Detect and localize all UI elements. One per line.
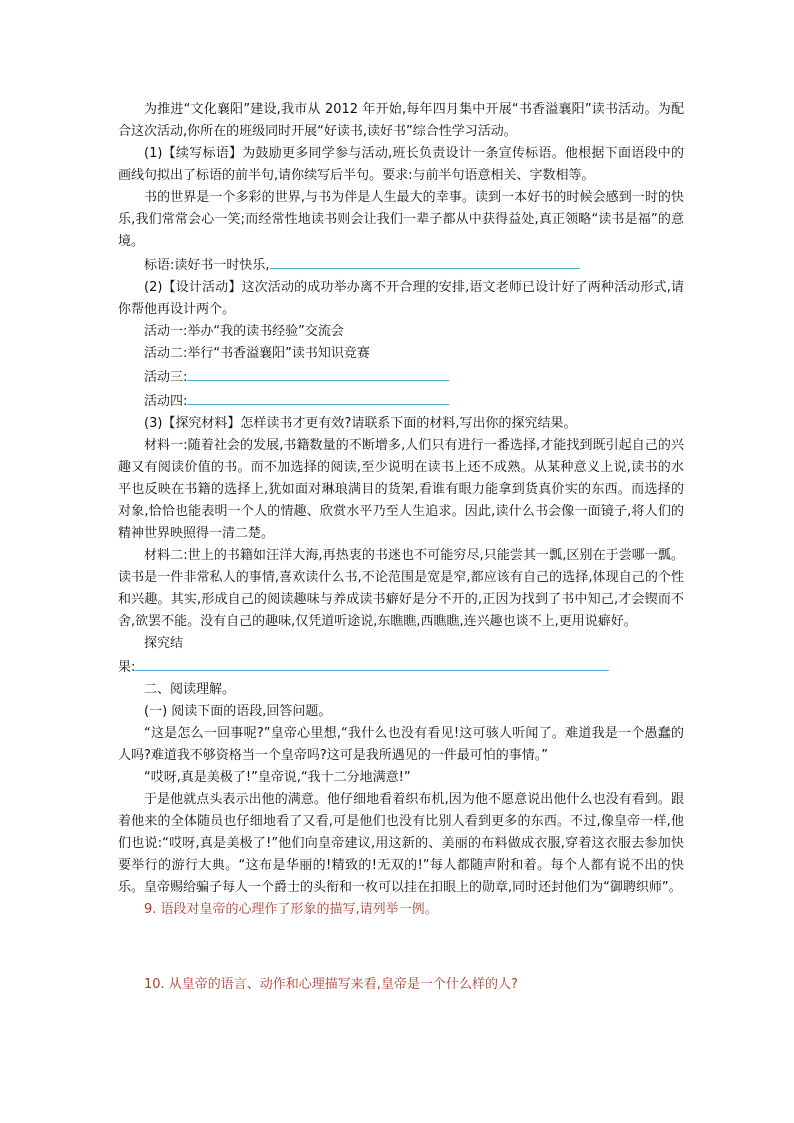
activity-4-blank[interactable] [187,389,449,405]
activity-3-line [118,365,684,389]
reading-para-3: 于是他就点头表示出他的满意。他仔细地看着织布机,因为他不愿意说出他什么也没有看到。跟着他来的全体随员也仔细地看了又看,可是他们也没有比别人看到更多的东西。不过,像皇帝一样,他们也说:“哎呀,真是美极了!”他们向皇帝建议,用这新的、美丽的布料做成衣服,穿着这衣服去参加快要举行的游行大典。“这布是华丽的!精致的!无双的!”每人都随声附和着。每个人都有说不出的快乐。皇帝赐给骗子每人一个爵士的头衔和一枚可以挂在扣眼上的勋章,同时还封他们为“御聘织师”。 [118,792,684,895]
result-label-line: 探究结 [144,636,184,651]
slogan-label: 标语:读好书一时快乐, [144,258,270,273]
section2-sub1: (一) 阅读下面的语段,回答问题。 [144,704,332,719]
slogan-answer-blank[interactable] [270,253,580,269]
q3-instruction: (3)【探究材料】怎样读书才更有效?请联系下面的材料,写出你的探究结果。 [144,416,577,431]
question-10: 10. 从皇帝的语言、动作和心理描写来看,皇帝是一个什么样的人? [144,977,518,992]
result-answer-line [118,655,684,679]
activity-4-line [118,389,684,413]
material-1: 材料一:随着社会的发展,书籍数量的不断增多,人们只有进行一番选择,才能找到既引起自己的兴趣又有阅读价值的书。而不加选择的阅读,至少说明在读书上还不成熟。从某种意义上说,读书的水平也反映在书籍的选择上,犹如面对琳琅满目的货架,看谁有眼力能拿到货真价实的东西。而选择的对象,恰恰也能表明一个人的情趣、欣赏水平乃至人生追求。因此,读什么书会像一面镜子,将人们的精神世界映照得一清二楚。 [118,438,684,541]
section2-heading: 二、阅读理解。 [144,682,236,697]
intro-paragraph: 为推进“文化襄阳”建设,我市从 2012 年开始,每年四月集中开展“书香溢襄阳”读书活动。为配合这次活动,你所在的班级同时开展“好读书,读好书”综合性学习活动。 [118,102,684,139]
q1-instruction: (1)【续写标语】为鼓励更多同学参与活动,班长负责设计一条宣传标语。他根据下面语段中的画线句拟出了标语的前半句,请你续写后半句。要求:与前半句语意相关、字数相等。 [118,146,684,183]
activity-3-blank[interactable] [187,365,449,381]
activity-3-label: 活动三: [144,370,188,385]
material-2: 材料二:世上的书籍如汪洋大海,再热衷的书迷也不可能穷尽,只能尝其一瓢,区别在于尝哪一瓢。读书是一件非常私人的事情,喜欢读什么书,不论范围是宽是窄,都应该有自己的选择,体现自己的个性和兴趣。其实,形成自己的阅读趣味与养成读书癖好是分不开的,正因为找到了书中知己,才会锲而不舍,欲罢不能。没有自己的趣味,仅凭道听途说,东瞧瞧,西瞧瞧,连兴趣也谈不上,更用说癖好。 [118,548,684,629]
reading-para-1: “这是怎么一回事呢?”皇帝心里想,“我什么也没有看见!这可骇人听闻了。难道我是一个愚蠢的人吗?难道我不够资格当一个皇帝吗?这可是我所遇见的一件最可怕的事情。” [118,726,684,763]
answer-space-9[interactable] [118,921,684,974]
result-label: 果: [118,660,136,675]
question-9: 9. 语段对皇帝的心理作了形象的描写,请列举一例。 [144,902,438,917]
document-page [118,99,684,996]
q2-instruction: (2)【设计活动】这次活动的成功举办离不开合理的安排,语文老师已设计好了两种活动形式,请你帮他再设计两个。 [118,280,684,317]
q1-passage: 书的世界是一个多彩的世界,与书为伴是人生最大的幸事。读到一本好书的时候会感到一时的快乐,我们常常会心一笑;而经常性地读书则会让我们一辈子都从中获得益处,真正领略“读书是福”的意境。 [118,190,684,249]
activity-2: 活动二:举行“书香溢襄阳”读书知识竞赛 [144,346,370,361]
reading-para-2: “哎呀,真是美极了!”皇帝说,“我十二分地满意!” [144,770,411,785]
activity-4-label: 活动四: [144,394,188,409]
slogan-line [118,253,684,277]
result-answer-blank[interactable] [135,655,609,671]
activity-1: 活动一:举办“我的读书经验”交流会 [144,324,344,339]
